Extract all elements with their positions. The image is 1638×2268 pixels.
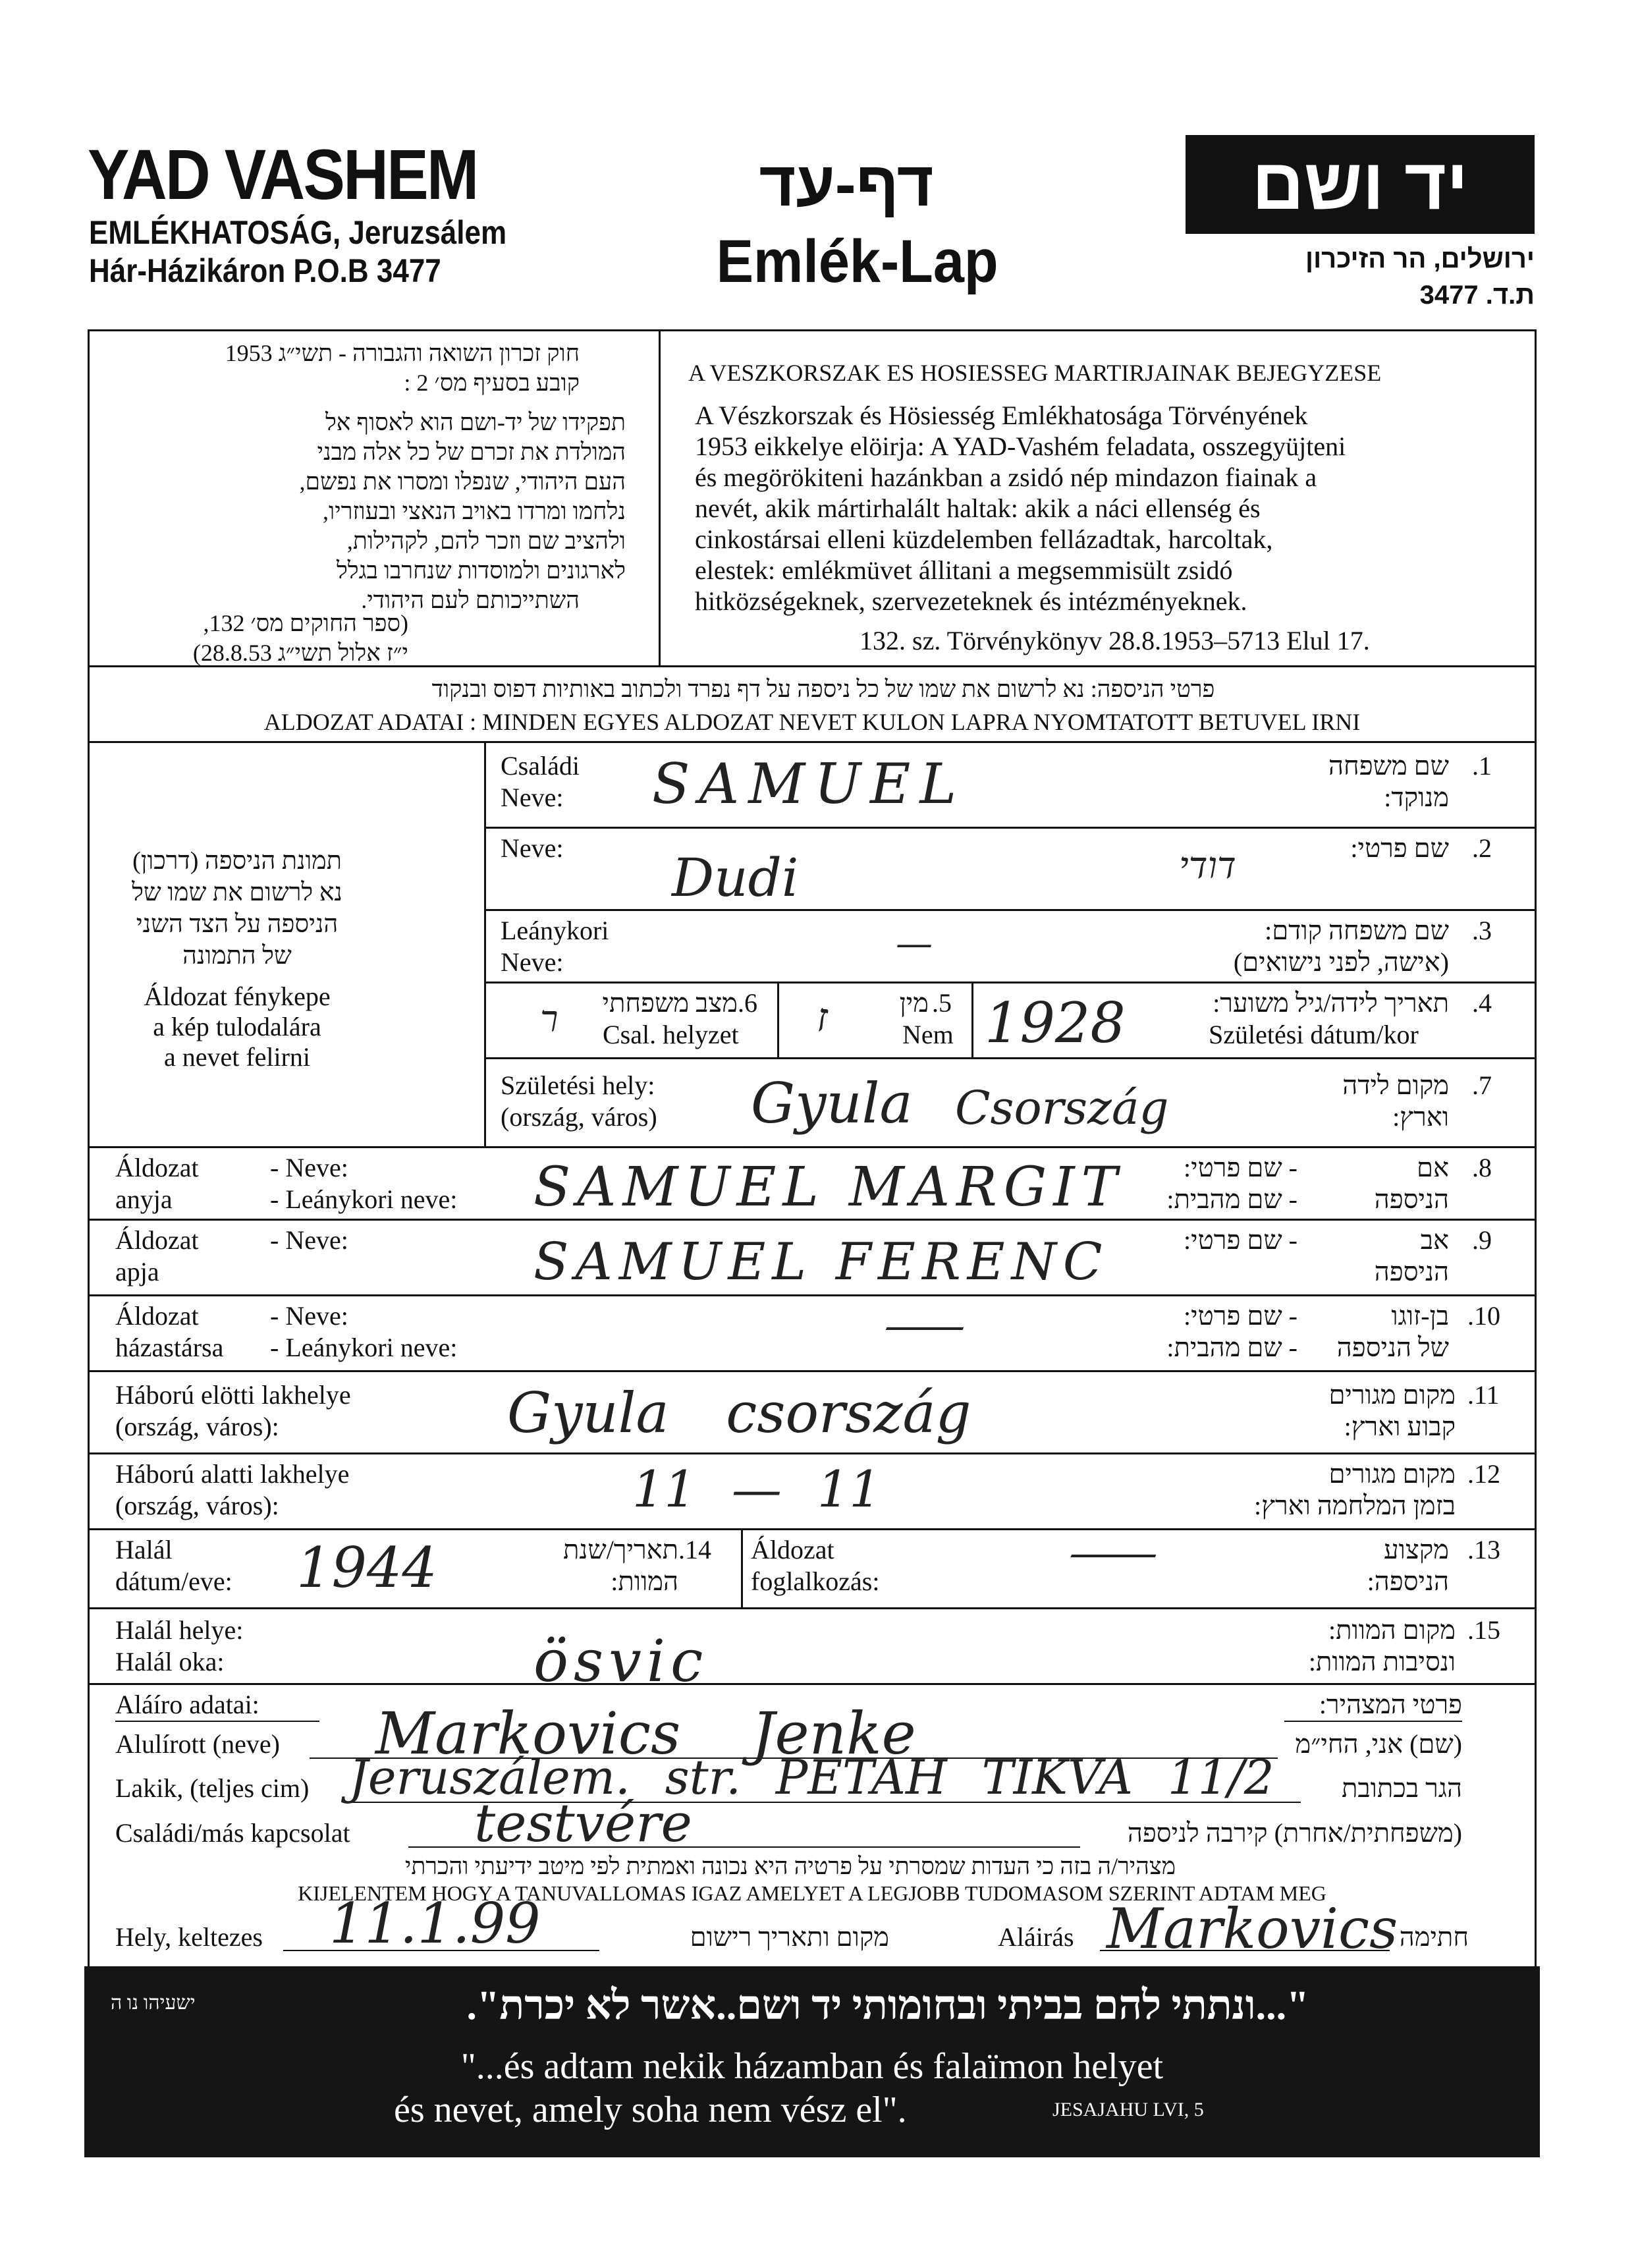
footer-hebrew-ref: ישעיהו נו ה — [111, 1992, 196, 2014]
death-year-value: 1944 — [296, 1535, 437, 1600]
death-place-value: ösvic — [533, 1627, 709, 1695]
pobox-hebrew: ת.ד. 3477 — [1419, 281, 1535, 310]
title-hebrew: דף-עד — [759, 149, 934, 219]
org-subtitle-1: EMLÉKHATOSÁG, Jeruzsálem — [89, 214, 507, 251]
victim-header-hungarian: ALDOZAT ADATAI : MINDEN EGYES ALDOZAT NEVET KULON LAPRA NYOMTATOTT BETUVEL IRNI — [263, 709, 1361, 735]
org-name: YAD VASHEM — [88, 134, 478, 214]
org-subtitle-2: Hár-Házikáron P.O.B 3477 — [89, 252, 441, 289]
signer-relation-value: testvére — [474, 1792, 692, 1854]
signature-value: Markovics — [1106, 1896, 1398, 1961]
footer-hungarian-quote-2: és nevet, amely soha nem vész el". — [394, 2089, 907, 2130]
title-hungarian: Emlék-Lap — [716, 228, 998, 295]
footer-hungarian-ref: JESAJAHU LVI, 5 — [1052, 2099, 1204, 2120]
footer-quote-band — [84, 1966, 1540, 2157]
family-name-value: SAMUEL — [652, 752, 966, 816]
birth-year-value: 1928 — [985, 991, 1126, 1055]
footer-hungarian-quote-1: "...és adtam nekik házamban és falaïmon helyet — [460, 2046, 1164, 2087]
signer-name-value: Markovics Jenke — [375, 1700, 916, 1767]
first-name-value: Dudi — [672, 847, 799, 908]
father-name-value: SAMUEL FERENC — [533, 1232, 1109, 1292]
footer-hebrew-quote: "...ונתתי להם בביתי ובחומותי יד ושם..אשר לא יכרת". — [466, 1983, 1309, 2028]
victim-header-hebrew: פרטי הניספה: נא לרשום את שמו של כל ניספה על דף נפרד ולכתוב באותיות דפוס ובנקוד — [431, 676, 1215, 702]
yad-vashem-logo — [1186, 135, 1535, 234]
first-name-hebrew-value: דודי — [1179, 844, 1236, 887]
address-hebrew: ירושלים, הר הזיכרון — [1305, 244, 1535, 273]
logo-text: יד ושם — [1251, 144, 1469, 225]
date-value: 11.1.99 — [329, 1891, 541, 1956]
signer-address-value: Jeruszálem. str. PETAH TIKVA 11/2 — [349, 1750, 1274, 1805]
mother-name-value: SAMUEL MARGIT — [533, 1156, 1124, 1219]
